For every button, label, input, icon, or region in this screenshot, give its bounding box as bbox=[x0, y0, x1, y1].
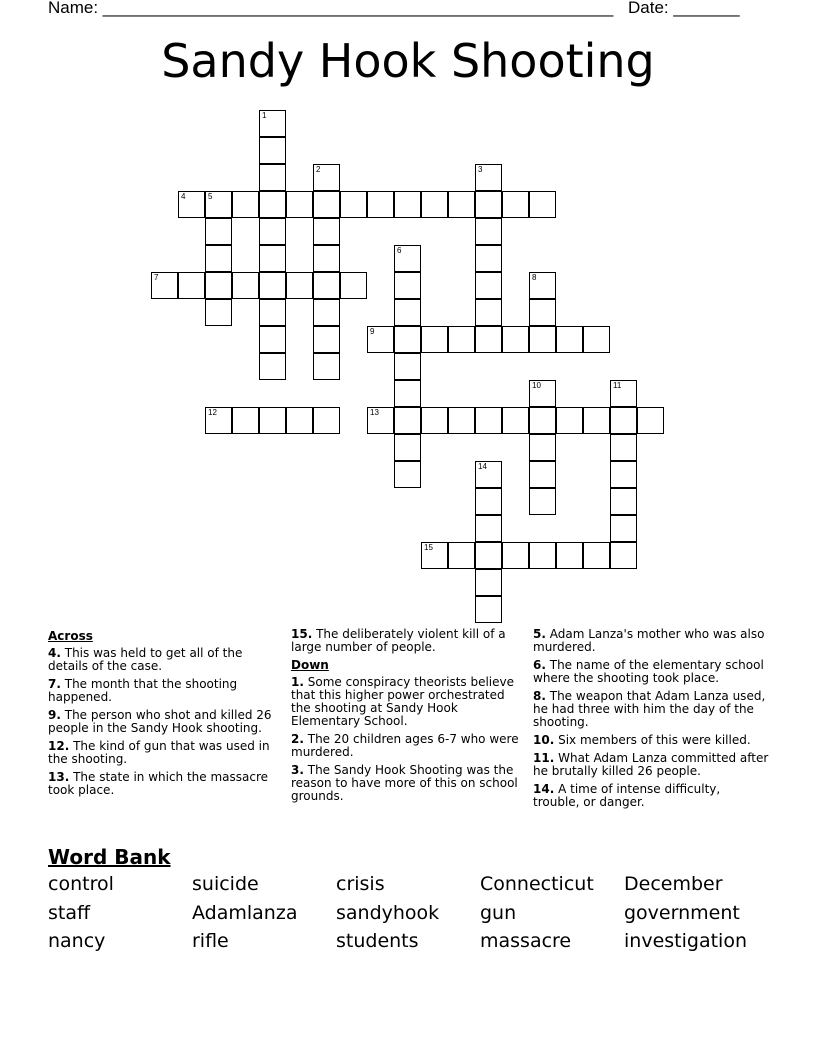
grid-cell[interactable] bbox=[394, 299, 421, 326]
grid-cell[interactable] bbox=[286, 191, 313, 218]
grid-cell[interactable] bbox=[259, 407, 286, 434]
grid-cell[interactable] bbox=[583, 542, 610, 569]
cell-number: 3 bbox=[478, 165, 483, 174]
grid-cell[interactable] bbox=[259, 299, 286, 326]
grid-cell[interactable] bbox=[421, 407, 448, 434]
grid-cell[interactable] bbox=[394, 380, 421, 407]
grid-cell[interactable] bbox=[475, 326, 502, 353]
cell-number: 2 bbox=[316, 165, 321, 174]
clue-number: 3. bbox=[291, 763, 304, 777]
grid-cell[interactable] bbox=[178, 272, 205, 299]
grid-cell[interactable] bbox=[205, 407, 232, 434]
grid-cell[interactable] bbox=[340, 191, 367, 218]
clue-text: The person who shot and killed 26 people in the Sandy Hook shooting. bbox=[48, 708, 272, 735]
word-bank bbox=[48, 873, 768, 959]
puzzle-title: Sandy Hook Shooting bbox=[161, 34, 655, 88]
grid-cell[interactable] bbox=[475, 569, 502, 596]
clue-number: 7. bbox=[48, 677, 61, 691]
grid-cell[interactable] bbox=[529, 326, 556, 353]
grid-cell[interactable] bbox=[205, 218, 232, 245]
grid-cell[interactable] bbox=[259, 272, 286, 299]
clue-number: 15. bbox=[291, 627, 313, 641]
cell-number: 11 bbox=[613, 381, 622, 390]
grid-cell[interactable] bbox=[367, 326, 394, 353]
clue-text: Adam Lanza's mother who was also murdered. bbox=[533, 627, 765, 654]
grid-cell[interactable] bbox=[475, 596, 502, 623]
name-field-label[interactable]: Name: ______________________________________________________ bbox=[48, 0, 614, 17]
grid-cell[interactable] bbox=[259, 137, 286, 164]
grid-cell[interactable] bbox=[448, 542, 475, 569]
grid-cell[interactable] bbox=[502, 407, 529, 434]
grid-cell[interactable] bbox=[529, 542, 556, 569]
grid-cell[interactable] bbox=[205, 191, 232, 218]
clue-text: A time of intense difficulty, trouble, or danger. bbox=[533, 782, 721, 809]
grid-cell[interactable] bbox=[448, 191, 475, 218]
clues-column-1 bbox=[48, 628, 280, 802]
grid-cell[interactable] bbox=[448, 326, 475, 353]
grid-cell[interactable] bbox=[475, 542, 502, 569]
grid-cell[interactable] bbox=[610, 461, 637, 488]
cell-number: 15 bbox=[424, 543, 433, 552]
grid-cell[interactable] bbox=[421, 191, 448, 218]
word-bank-item: government bbox=[624, 901, 740, 924]
grid-cell[interactable] bbox=[529, 380, 556, 407]
grid-cell[interactable] bbox=[178, 191, 205, 218]
grid-cell[interactable] bbox=[475, 299, 502, 326]
across-heading: Across bbox=[48, 629, 93, 643]
cell-number: 1 bbox=[262, 111, 267, 120]
grid-cell[interactable] bbox=[502, 542, 529, 569]
grid-cell[interactable] bbox=[475, 488, 502, 515]
date-field-label[interactable]: Date: _______ bbox=[628, 0, 740, 17]
clue-number: 13. bbox=[48, 770, 70, 784]
clue-text: The Sandy Hook Shooting was the reason to have more of this on school grounds. bbox=[291, 763, 518, 803]
clue-down-1 bbox=[291, 676, 523, 728]
clue-number: 2. bbox=[291, 732, 304, 746]
grid-cell[interactable] bbox=[421, 542, 448, 569]
grid-cell[interactable] bbox=[475, 461, 502, 488]
clue-number: 11. bbox=[533, 751, 555, 765]
clue-across-12 bbox=[48, 740, 280, 766]
word-bank-item: staff bbox=[48, 901, 91, 924]
grid-cell[interactable] bbox=[259, 110, 286, 137]
grid-cell[interactable] bbox=[394, 191, 421, 218]
grid-cell[interactable] bbox=[475, 218, 502, 245]
grid-cell[interactable] bbox=[151, 272, 178, 299]
clue-number: 14. bbox=[533, 782, 555, 796]
grid-cell[interactable] bbox=[394, 245, 421, 272]
word-bank-item: gun bbox=[480, 901, 517, 924]
clue-number: 12. bbox=[48, 739, 70, 753]
grid-cell[interactable] bbox=[556, 542, 583, 569]
word-bank-item: control bbox=[48, 873, 114, 895]
grid-cell[interactable] bbox=[475, 407, 502, 434]
clue-across-7 bbox=[48, 678, 280, 704]
cell-number: 14 bbox=[478, 462, 487, 471]
clue-down-10 bbox=[533, 734, 769, 747]
clue-down-11 bbox=[533, 752, 769, 778]
grid-cell[interactable] bbox=[313, 299, 340, 326]
grid-cell[interactable] bbox=[259, 245, 286, 272]
grid-cell[interactable] bbox=[421, 326, 448, 353]
cell-number: 13 bbox=[370, 408, 379, 417]
clue-text: Some conspiracy theorists believe that this higher power orchestrated the shooting at Sandy Hook Elementary School. bbox=[291, 675, 515, 728]
grid-cell[interactable] bbox=[502, 191, 529, 218]
word-bank-item: December bbox=[624, 873, 723, 895]
grid-cell[interactable] bbox=[259, 164, 286, 191]
clue-text: Six members of this were killed. bbox=[558, 733, 751, 747]
clue-number: 9. bbox=[48, 708, 61, 722]
grid-cell[interactable] bbox=[529, 488, 556, 515]
word-bank-item: rifle bbox=[192, 930, 229, 952]
grid-cell[interactable] bbox=[529, 407, 556, 434]
grid-cell[interactable] bbox=[394, 272, 421, 299]
grid-cell[interactable] bbox=[313, 407, 340, 434]
down-heading: Down bbox=[291, 658, 329, 672]
grid-cell[interactable] bbox=[529, 191, 556, 218]
grid-cell[interactable] bbox=[637, 407, 664, 434]
clue-number: 6. bbox=[533, 658, 546, 672]
grid-cell[interactable] bbox=[394, 461, 421, 488]
clue-number: 5. bbox=[533, 627, 546, 641]
clue-number: 1. bbox=[291, 675, 304, 689]
cell-number: 5 bbox=[208, 192, 213, 201]
grid-cell[interactable] bbox=[259, 218, 286, 245]
grid-cell[interactable] bbox=[556, 326, 583, 353]
cell-number: 8 bbox=[532, 273, 537, 282]
grid-cell[interactable] bbox=[232, 191, 259, 218]
grid-cell[interactable] bbox=[502, 326, 529, 353]
grid-cell[interactable] bbox=[259, 191, 286, 218]
clue-text: The name of the elementary school where the shooting took place. bbox=[533, 658, 764, 685]
grid-cell[interactable] bbox=[610, 407, 637, 434]
clue-number: 10. bbox=[533, 733, 555, 747]
grid-cell[interactable] bbox=[286, 272, 313, 299]
word-bank-title: Word Bank bbox=[48, 845, 171, 869]
grid-cell[interactable] bbox=[232, 272, 259, 299]
grid-cell[interactable] bbox=[529, 299, 556, 326]
cell-number: 9 bbox=[370, 327, 375, 336]
grid-cell[interactable] bbox=[610, 542, 637, 569]
grid-cell[interactable] bbox=[313, 245, 340, 272]
clue-down-3 bbox=[291, 764, 523, 803]
grid-cell[interactable] bbox=[367, 407, 394, 434]
grid-cell[interactable] bbox=[556, 407, 583, 434]
clue-text: The month that the shooting happened. bbox=[48, 677, 238, 704]
word-bank-item: crisis bbox=[336, 873, 385, 895]
clues-column-2 bbox=[291, 628, 523, 808]
grid-cell[interactable] bbox=[313, 272, 340, 299]
clue-text: The kind of gun that was used in the shooting. bbox=[48, 739, 270, 766]
word-bank-item: nancy bbox=[48, 930, 106, 952]
word-bank-item: suicide bbox=[192, 873, 259, 895]
clue-across-15 bbox=[291, 628, 523, 654]
clues-column-3 bbox=[533, 628, 769, 814]
grid-cell[interactable] bbox=[394, 434, 421, 461]
grid-cell[interactable] bbox=[394, 326, 421, 353]
grid-cell[interactable] bbox=[475, 164, 502, 191]
word-bank-item: sandyhook bbox=[336, 901, 440, 924]
clue-down-8 bbox=[533, 690, 769, 729]
clue-text: This was held to get all of the details of the case. bbox=[48, 646, 243, 673]
grid-cell[interactable] bbox=[205, 245, 232, 272]
clue-across-4 bbox=[48, 647, 280, 673]
grid-cell[interactable] bbox=[205, 272, 232, 299]
grid-cell[interactable] bbox=[475, 191, 502, 218]
grid-cell[interactable] bbox=[394, 407, 421, 434]
clue-number: 4. bbox=[48, 646, 61, 660]
grid-cell[interactable] bbox=[313, 164, 340, 191]
word-bank-item: students bbox=[336, 930, 419, 952]
grid-cell[interactable] bbox=[583, 326, 610, 353]
grid-cell[interactable] bbox=[340, 272, 367, 299]
grid-cell[interactable] bbox=[610, 515, 637, 542]
word-bank-item: Connecticut bbox=[480, 873, 594, 895]
grid-cell[interactable] bbox=[313, 353, 340, 380]
clue-text: The state in which the massacre took place. bbox=[48, 770, 269, 797]
grid-cell[interactable] bbox=[583, 407, 610, 434]
clue-text: The 20 children ages 6-7 who were murdered. bbox=[291, 732, 519, 759]
clue-text: The weapon that Adam Lanza used, he had three with him the day of the shooting. bbox=[533, 689, 766, 729]
clue-across-13 bbox=[48, 771, 280, 797]
clue-across-9 bbox=[48, 709, 280, 735]
word-bank-item: Adamlanza bbox=[192, 901, 298, 924]
grid-cell[interactable] bbox=[529, 461, 556, 488]
word-bank-item: massacre bbox=[480, 930, 572, 952]
grid-cell[interactable] bbox=[475, 515, 502, 542]
word-bank-item: investigation bbox=[624, 930, 747, 952]
cell-number: 10 bbox=[532, 381, 541, 390]
grid-cell[interactable] bbox=[259, 353, 286, 380]
grid-cell[interactable] bbox=[529, 434, 556, 461]
grid-cell[interactable] bbox=[286, 407, 313, 434]
cell-number: 4 bbox=[181, 192, 186, 201]
grid-cell[interactable] bbox=[610, 488, 637, 515]
grid-cell[interactable] bbox=[394, 353, 421, 380]
grid-cell[interactable] bbox=[313, 218, 340, 245]
grid-cell[interactable] bbox=[205, 299, 232, 326]
grid-cell[interactable] bbox=[313, 326, 340, 353]
clue-text: What Adam Lanza committed after he brutally killed 26 people. bbox=[533, 751, 769, 778]
clue-down-6 bbox=[533, 659, 769, 685]
grid-cell[interactable] bbox=[313, 191, 340, 218]
clue-text: The deliberately violent kill of a large number of people. bbox=[291, 627, 506, 654]
clue-down-14 bbox=[533, 783, 769, 809]
cell-number: 12 bbox=[208, 408, 217, 417]
grid-cell[interactable] bbox=[529, 272, 556, 299]
grid-cell[interactable] bbox=[232, 407, 259, 434]
clue-number: 8. bbox=[533, 689, 546, 703]
grid-cell[interactable] bbox=[610, 380, 637, 407]
clue-down-5 bbox=[533, 628, 769, 654]
grid-cell[interactable] bbox=[448, 407, 475, 434]
grid-cell[interactable] bbox=[610, 434, 637, 461]
grid-cell[interactable] bbox=[475, 245, 502, 272]
clue-down-2 bbox=[291, 733, 523, 759]
grid-cell[interactable] bbox=[367, 191, 394, 218]
cell-number: 7 bbox=[154, 273, 159, 282]
grid-cell[interactable] bbox=[475, 272, 502, 299]
cell-number: 6 bbox=[397, 246, 402, 255]
grid-cell[interactable] bbox=[259, 326, 286, 353]
